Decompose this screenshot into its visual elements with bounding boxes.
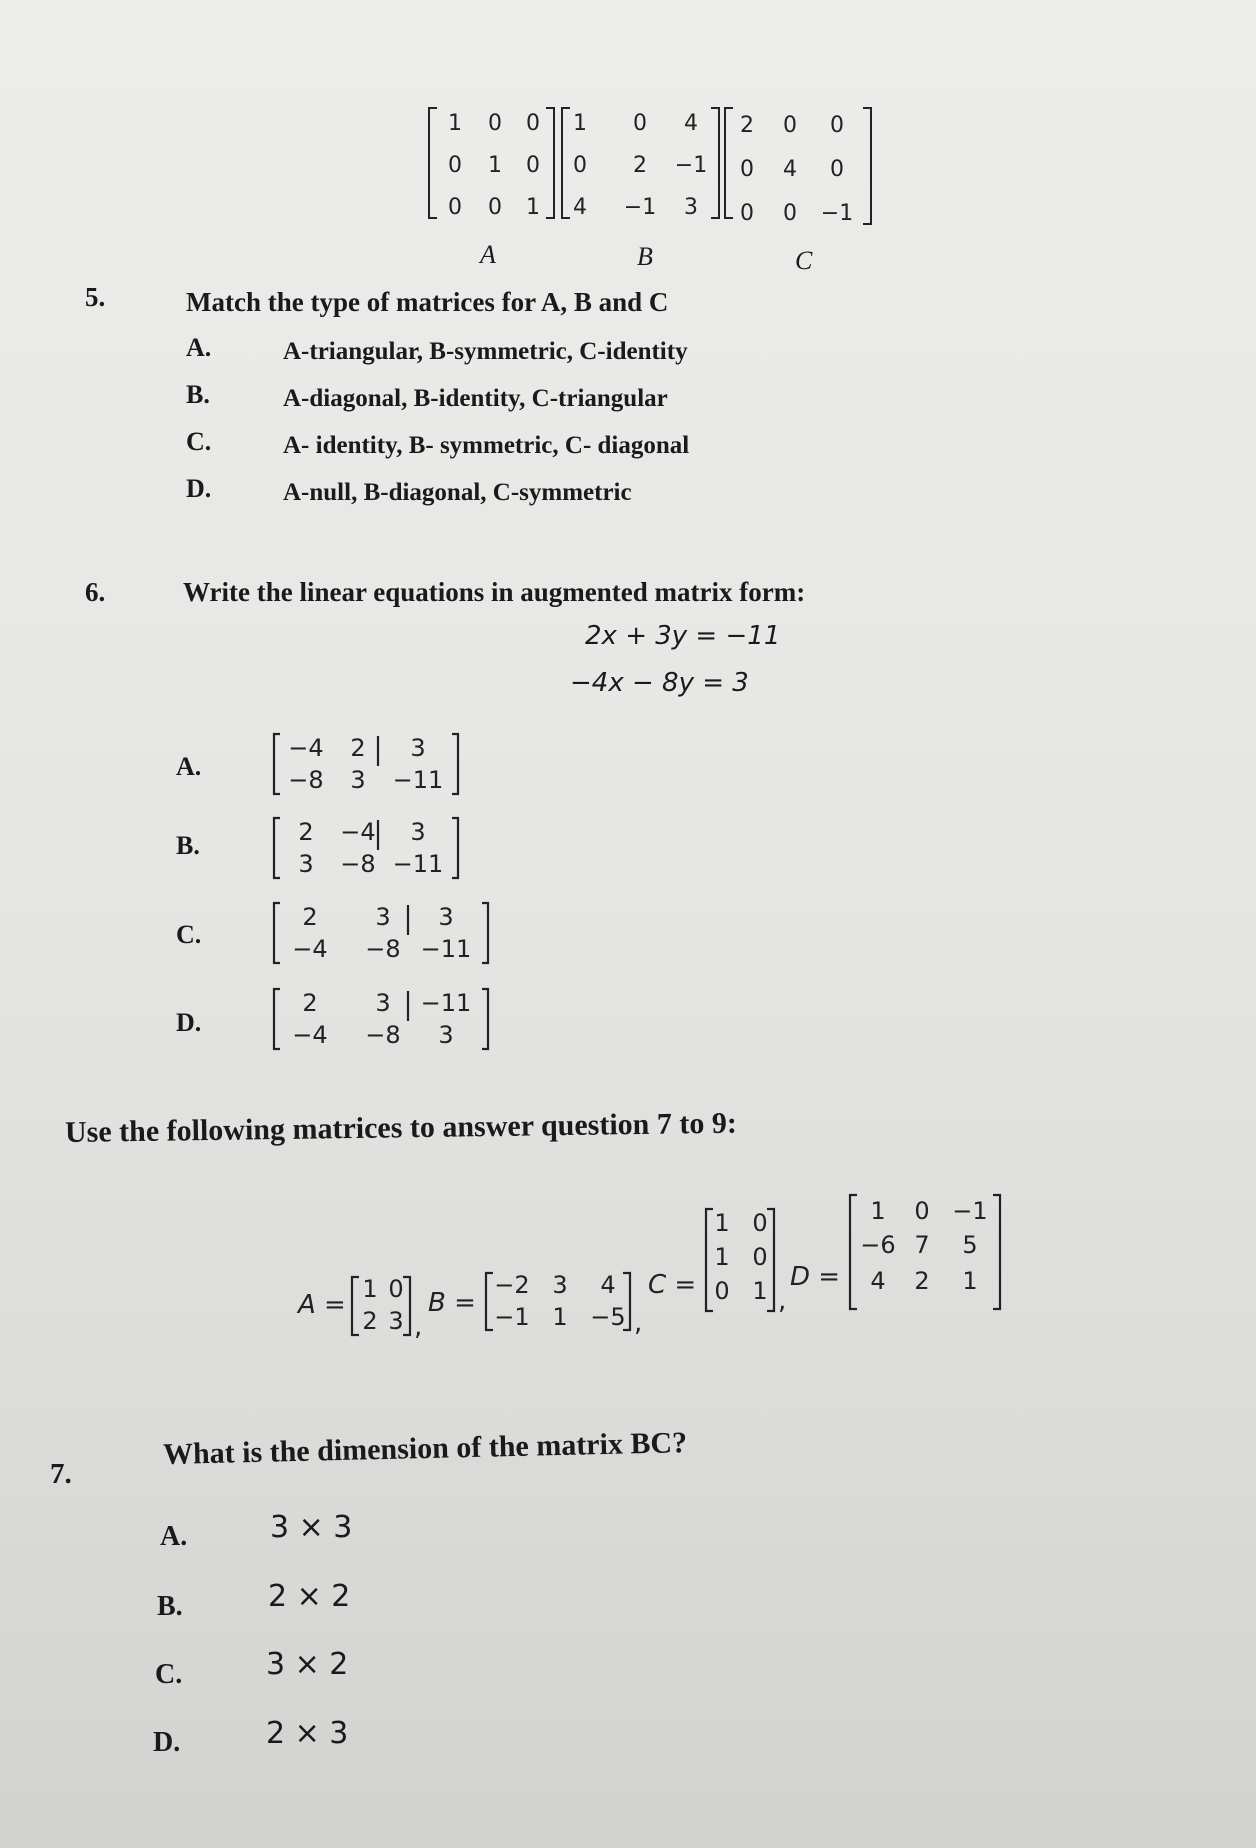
q5-option-letter: C. <box>186 427 212 456</box>
matrix-cell: 3 <box>438 903 454 931</box>
matrix-cell: 3 <box>388 1307 404 1335</box>
matrix-cell: 1 <box>448 111 462 136</box>
matrix-cell: 3 <box>410 818 426 846</box>
matrix-cell: 3 <box>552 1271 568 1299</box>
matrix-name-label: C = <box>648 1270 697 1300</box>
q6-option-letter: A. <box>176 752 202 781</box>
q6-option-letter: C. <box>176 920 202 949</box>
q7-option-text: 2 × 2 <box>268 1579 351 1614</box>
matrix-cell: 0 <box>830 113 844 138</box>
separator: , <box>414 1312 423 1342</box>
matrix-cell: 5 <box>962 1231 978 1259</box>
matrix-cell: 0 <box>830 157 844 182</box>
matrix-cell: 1 <box>714 1209 730 1237</box>
q6-number: 6. <box>85 577 106 607</box>
matrix-cell: 0 <box>448 195 462 220</box>
matrix-b-label: B <box>637 242 653 271</box>
matrix-c-cells <box>740 113 853 226</box>
augmented-matrix <box>268 812 508 892</box>
matrix-cell: 0 <box>740 201 754 226</box>
given-matrices-svg <box>290 1185 1190 1345</box>
q6-equation-1: 2x + 3y = −11 <box>585 621 781 651</box>
matrix-cell: −1 <box>820 201 854 226</box>
matrix-cell: 0 <box>488 111 502 136</box>
matrix-cell: 1 <box>752 1277 768 1305</box>
matrix-cell: −11 <box>420 935 472 963</box>
bracket <box>767 1209 774 1311</box>
q5-number: 5. <box>85 282 106 312</box>
matrix-cell: −11 <box>420 989 472 1017</box>
matrix-cell: 7 <box>914 1231 930 1259</box>
matrix-b-cells <box>573 111 707 220</box>
separator: , <box>778 1286 787 1316</box>
q5-option-text: A-diagonal, B-identity, C-triangular <box>283 385 668 412</box>
matrix-cell: −1 <box>623 195 657 220</box>
matrix-cell: −11 <box>392 766 444 794</box>
matrix-cell: 1 <box>962 1267 978 1295</box>
matrix-cell: 4 <box>684 111 698 136</box>
matrix-cell: 2 <box>302 903 318 931</box>
matrix-cell: 4 <box>600 1271 616 1299</box>
matrix-cell: 2 <box>350 734 366 762</box>
matrix-cell: 4 <box>870 1267 886 1295</box>
q5-option-text: A-triangular, B-symmetric, C-identity <box>283 338 688 365</box>
matrix-cell: 0 <box>526 111 540 136</box>
augmented-matrix-svg <box>268 812 508 892</box>
matrix-cell: 0 <box>526 153 540 178</box>
matrix-cell: −8 <box>365 935 401 963</box>
matrix-cell: −1 <box>674 153 708 178</box>
q7-number: 7. <box>50 1458 72 1490</box>
augmented-matrix <box>268 897 508 977</box>
matrix-name-label: A = <box>298 1290 346 1320</box>
q6-option-letter: D. <box>176 1008 202 1037</box>
augmented-matrix-svg <box>268 728 508 808</box>
q6-equation-2: −4x − 8y = 3 <box>570 668 749 698</box>
matrix-cell: 3 <box>684 195 698 220</box>
matrix-cell: 1 <box>714 1243 730 1271</box>
matrix-a-cells <box>448 111 540 220</box>
matrix-cell: −1 <box>494 1303 530 1331</box>
matrix-cell: 1 <box>526 195 540 220</box>
bracket <box>352 1277 359 1335</box>
q7-option-letter: C. <box>155 1659 183 1690</box>
q5-option-letter: B. <box>186 380 210 409</box>
matrix-cell: −4 <box>292 1021 328 1049</box>
matrix-cell: −2 <box>494 1271 530 1299</box>
q5-option-letter: D. <box>186 474 212 503</box>
matrix-cell: 3 <box>375 903 391 931</box>
q7-option-text: 3 × 3 <box>270 1510 353 1545</box>
matrix-cell: 2 <box>914 1267 930 1295</box>
separator: , <box>634 1308 643 1338</box>
matrix-cell: 2 <box>362 1307 378 1335</box>
matrix-cell: −8 <box>340 850 376 878</box>
bracket <box>486 1273 493 1330</box>
matrix-cell: 0 <box>783 113 797 138</box>
matrix-cell: 3 <box>375 989 391 1017</box>
q7-text: What is the dimension of the matrix BC? <box>162 1426 688 1471</box>
bracket <box>993 1195 1000 1309</box>
augmented-matrix <box>268 728 508 808</box>
q5-option-letter: A. <box>186 333 212 362</box>
matrix-cell: 4 <box>783 157 797 182</box>
matrix-cell: −4 <box>292 935 328 963</box>
matrix-cell: 3 <box>350 766 366 794</box>
matrix-cell: 1 <box>870 1197 886 1225</box>
q6-option-letter: B. <box>176 831 200 860</box>
matrix-cell: −8 <box>288 766 324 794</box>
matrix-cell: 1 <box>488 153 502 178</box>
augmented-matrix <box>268 983 508 1063</box>
matrix-cell: −1 <box>952 1197 988 1225</box>
q6-text: Write the linear equations in augmented matrix form: <box>183 577 806 607</box>
matrix-name-label: B = <box>428 1288 476 1318</box>
matrix-cell: 0 <box>573 153 587 178</box>
q5-option-text: A- identity, B- symmetric, C- diagonal <box>283 432 690 459</box>
matrix-cell: 0 <box>488 195 502 220</box>
matrix-cell: 3 <box>298 850 314 878</box>
matrix-cell: 0 <box>740 157 754 182</box>
q7-option-text: 3 × 2 <box>266 1647 349 1682</box>
matrix-cell: 0 <box>633 111 647 136</box>
top-matrices <box>425 100 885 280</box>
section-heading: Use the following matrices to answer question 7 to 9: <box>64 1106 738 1149</box>
given-matrices <box>290 1185 1190 1345</box>
matrix-cell: 0 <box>783 201 797 226</box>
bracket <box>850 1195 857 1309</box>
matrix-cell: −4 <box>340 818 376 846</box>
matrix-cell: 0 <box>388 1275 404 1303</box>
matrix-cell: −11 <box>392 850 444 878</box>
matrix-cell: 3 <box>410 734 426 762</box>
matrix-cell: 2 <box>298 818 314 846</box>
q7-option-text: 2 × 3 <box>266 1716 349 1751</box>
matrix-cell: −8 <box>365 1021 401 1049</box>
augmented-matrix-svg <box>268 897 508 977</box>
matrix-cell: 1 <box>362 1275 378 1303</box>
matrix-cell: 0 <box>448 153 462 178</box>
q5-option-text: A-null, B-diagonal, C-symmetric <box>283 479 632 506</box>
q5-text: Match the type of matrices for A, B and C <box>186 287 669 317</box>
matrix-cell: 2 <box>302 989 318 1017</box>
q7-option-letter: A. <box>160 1521 188 1552</box>
matrix-cell: 4 <box>573 195 587 220</box>
q7-option-letter: D. <box>153 1727 181 1758</box>
matrix-cell: 2 <box>740 113 754 138</box>
bracket <box>706 1209 713 1311</box>
bracket <box>403 1277 410 1335</box>
matrix-name-label: D = <box>790 1262 841 1292</box>
matrix-cell: 2 <box>633 153 647 178</box>
matrix-cell: −4 <box>288 734 324 762</box>
matrix-cell: −6 <box>860 1231 896 1259</box>
matrix-cell: 1 <box>573 111 587 136</box>
matrix-cell: 0 <box>914 1197 930 1225</box>
matrix-cell: −5 <box>590 1303 626 1331</box>
matrix-cell: 1 <box>552 1303 568 1331</box>
augmented-matrix-svg <box>268 983 508 1063</box>
matrix-cell: 3 <box>438 1021 454 1049</box>
matrix-c-label: C <box>795 246 813 275</box>
matrix-a-label: A <box>480 240 496 269</box>
matrix-cell: 0 <box>714 1277 730 1305</box>
matrix-cell: 0 <box>752 1209 768 1237</box>
q7-option-letter: B. <box>157 1591 183 1622</box>
matrix-cell: 0 <box>752 1243 768 1271</box>
